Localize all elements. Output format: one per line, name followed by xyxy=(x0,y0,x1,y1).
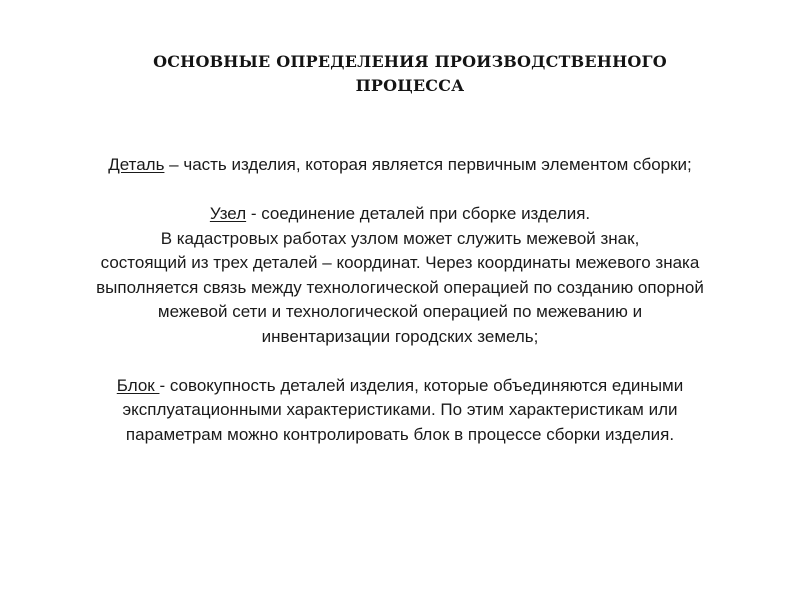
definition-block xyxy=(50,374,750,448)
paragraph-gap xyxy=(50,349,750,374)
definition-detail xyxy=(50,153,750,178)
term-block: Блок xyxy=(116,375,160,395)
term-detail: Деталь xyxy=(108,155,165,174)
slide-title xyxy=(60,50,760,98)
block-first-line xyxy=(50,374,750,399)
definition-node xyxy=(50,202,750,349)
title-line-2: ПРОЦЕССА xyxy=(355,76,465,95)
term-node: Узел xyxy=(209,204,247,223)
node-line: инвентаризации городских земель; xyxy=(261,326,539,346)
detail-text: – часть изделия, которая является первичным элементом сборки; xyxy=(164,155,692,174)
node-line: В кадастровых работах узлом может служить межевой знак, xyxy=(160,228,640,248)
node-line: состоящий из трех деталей – координат. Через координаты межевого знака xyxy=(100,253,700,272)
paragraph-gap xyxy=(50,178,750,203)
block-text: - совокупность деталей изделия, которые объединяются едиными xyxy=(159,375,684,395)
node-line: выполняется связь между технологической операцией по созданию опорной xyxy=(96,277,704,297)
title-line-1: ОСНОВНЫЕ ОПРЕДЕЛЕНИЯ ПРОИЗВОДСТВЕННОГО xyxy=(153,52,667,71)
node-text: - соединение деталей при сборке изделия. xyxy=(246,204,591,223)
definitions-body xyxy=(50,153,750,447)
node-line: межевой сети и технологической операцией по межеванию и xyxy=(157,302,643,321)
node-first-line xyxy=(50,202,750,227)
detail-line xyxy=(50,153,750,178)
block-line: параметрам можно контролировать блок в процессе сборки изделия. xyxy=(125,424,675,444)
block-line: эксплуатационными характеристиками. По этим характеристикам или xyxy=(122,400,678,419)
